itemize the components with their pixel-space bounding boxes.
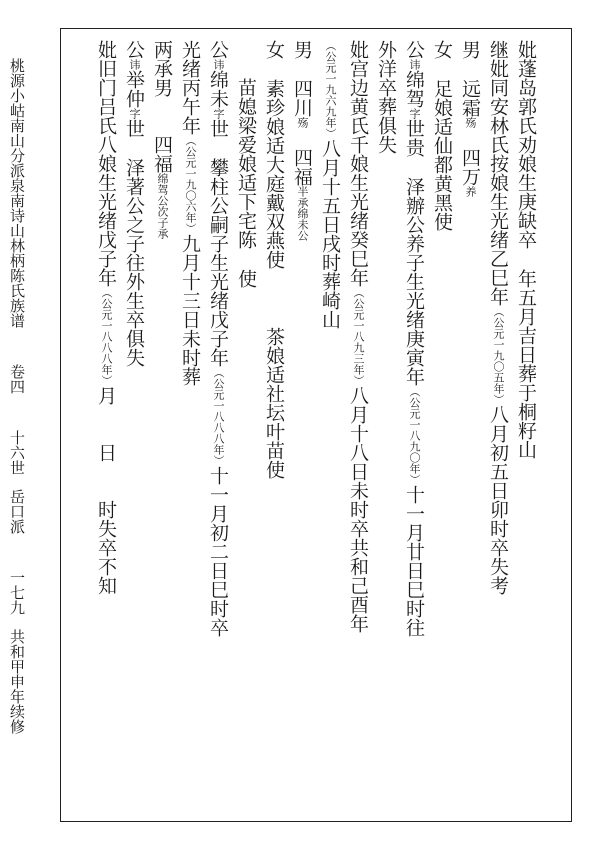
column-text: 四万	[459, 148, 481, 186]
text-column-6	[372, 40, 400, 154]
column-text: 八月十八日未时卒共和己酉年	[347, 386, 369, 633]
annotation-text: 讳	[212, 59, 225, 70]
column-text: 泽著公之子往外生卒俱失	[123, 158, 145, 367]
column-text: 苗媳梁爱娘适下宅陈	[235, 78, 257, 249]
column-text: 妣旧门吕氏八娘生光绪戊子年	[95, 40, 117, 287]
column-text: 日	[95, 443, 117, 462]
column-text: 素珍娘适大庭戴双燕使	[263, 79, 285, 269]
text-column-11	[232, 40, 260, 288]
column-text: 年五月吉日葬于桐籽山	[515, 269, 537, 459]
text-column-14	[148, 40, 176, 239]
text-column-8	[316, 40, 344, 329]
column-text: 四福	[291, 148, 313, 186]
column-text: 绵未	[207, 70, 229, 108]
column-text: 女	[431, 40, 453, 59]
page-footer	[6, 58, 28, 734]
text-column-2	[484, 40, 512, 595]
annotation-text: （公元一八九三年）	[352, 287, 365, 386]
column-text: 远霜	[459, 79, 481, 117]
column-text: 公	[403, 40, 425, 59]
text-column-12	[204, 40, 232, 637]
page-number: 一七九	[8, 570, 26, 615]
column-text: 男	[291, 40, 313, 59]
edition-label: 共和甲申年续修	[8, 629, 26, 734]
column-text: 八月十五日戌时葬崎山	[319, 139, 341, 329]
annotation-text: 字	[128, 108, 141, 119]
column-text: 公	[123, 40, 145, 59]
text-column-3	[456, 40, 484, 197]
annotation-text: （公元一九〇五年）	[492, 306, 505, 405]
column-text: 妣宫边黄氏千娘生光绪癸巳年	[347, 40, 369, 287]
text-column-15	[120, 40, 148, 367]
column-text: 继妣同安林氏按娘生光绪乙巳年	[487, 40, 509, 306]
column-text: 茶娘适社坛叶苗使	[263, 327, 285, 479]
book-title: 桃源小岵南山分派泉南诗山林柄陈氏族谱	[8, 58, 26, 328]
column-text: 妣蓬岛郭氏劝娘生庚缺卒	[515, 40, 537, 249]
column-text: 外洋卒葬俱失	[375, 40, 397, 154]
text-column-13	[176, 40, 204, 386]
column-text: 男	[459, 40, 481, 59]
column-text: 世贵	[403, 119, 425, 157]
annotation-text: 养	[464, 186, 477, 197]
column-text: 八月初五日卯时卒失考	[487, 405, 509, 595]
text-column-5	[400, 40, 428, 637]
column-text: 十一月初二日巳时卒	[207, 466, 229, 637]
text-column-4	[428, 40, 456, 231]
annotation-text: 殇	[464, 117, 477, 128]
column-text: 世	[123, 119, 145, 138]
branch-label: 岳口派	[8, 489, 26, 534]
annotation-text: （公元一九六九年）	[324, 40, 337, 139]
column-text: 公	[207, 40, 229, 59]
column-text: 四川	[291, 79, 313, 117]
annotation-text: （公元一九〇六年）	[184, 135, 197, 234]
volume-label: 卷四	[8, 364, 26, 394]
annotation-text: 讳	[128, 59, 141, 70]
column-text: 时失卒不知	[95, 500, 117, 595]
column-text: 攀柱公嗣子生光绪戊子年	[207, 158, 229, 367]
column-text: 举仲	[123, 70, 145, 108]
annotation-text: 字	[408, 108, 421, 119]
annotation-text: 殇	[296, 117, 309, 128]
column-text: 泽辦公养子生光绪庚寅年	[403, 177, 425, 386]
text-column-7	[344, 40, 372, 633]
column-text: 女	[263, 40, 285, 59]
column-text: 四福	[151, 135, 173, 173]
column-text: 九月十三日未时葬	[179, 234, 201, 386]
annotation-text: （公元一八八八年）	[100, 287, 113, 386]
column-text: 十一月廿日巳时往	[403, 485, 425, 637]
text-column-16	[92, 40, 120, 595]
text-column-1	[512, 40, 540, 459]
column-text: 光绪丙午年	[179, 40, 201, 135]
text-column-10	[260, 40, 288, 479]
column-text: 使	[235, 269, 257, 288]
generation-label: 十六世	[8, 430, 26, 475]
column-text: 月	[95, 386, 117, 405]
text-column-9	[288, 40, 316, 241]
column-text: 世	[207, 119, 229, 138]
annotation-text: 字	[212, 108, 225, 119]
annotation-text: 半承绵未公	[296, 186, 309, 241]
column-text: 两承男	[151, 40, 173, 97]
column-text: 足娘适仙都黄黑使	[431, 79, 453, 231]
annotation-text: （公元一八八八年）	[212, 367, 225, 466]
column-text: 绵驾	[403, 70, 425, 108]
annotation-text: 绵驾公次子承	[156, 173, 169, 239]
annotation-text: 讳	[408, 59, 421, 70]
annotation-text: （公元一八九〇年）	[408, 386, 421, 485]
